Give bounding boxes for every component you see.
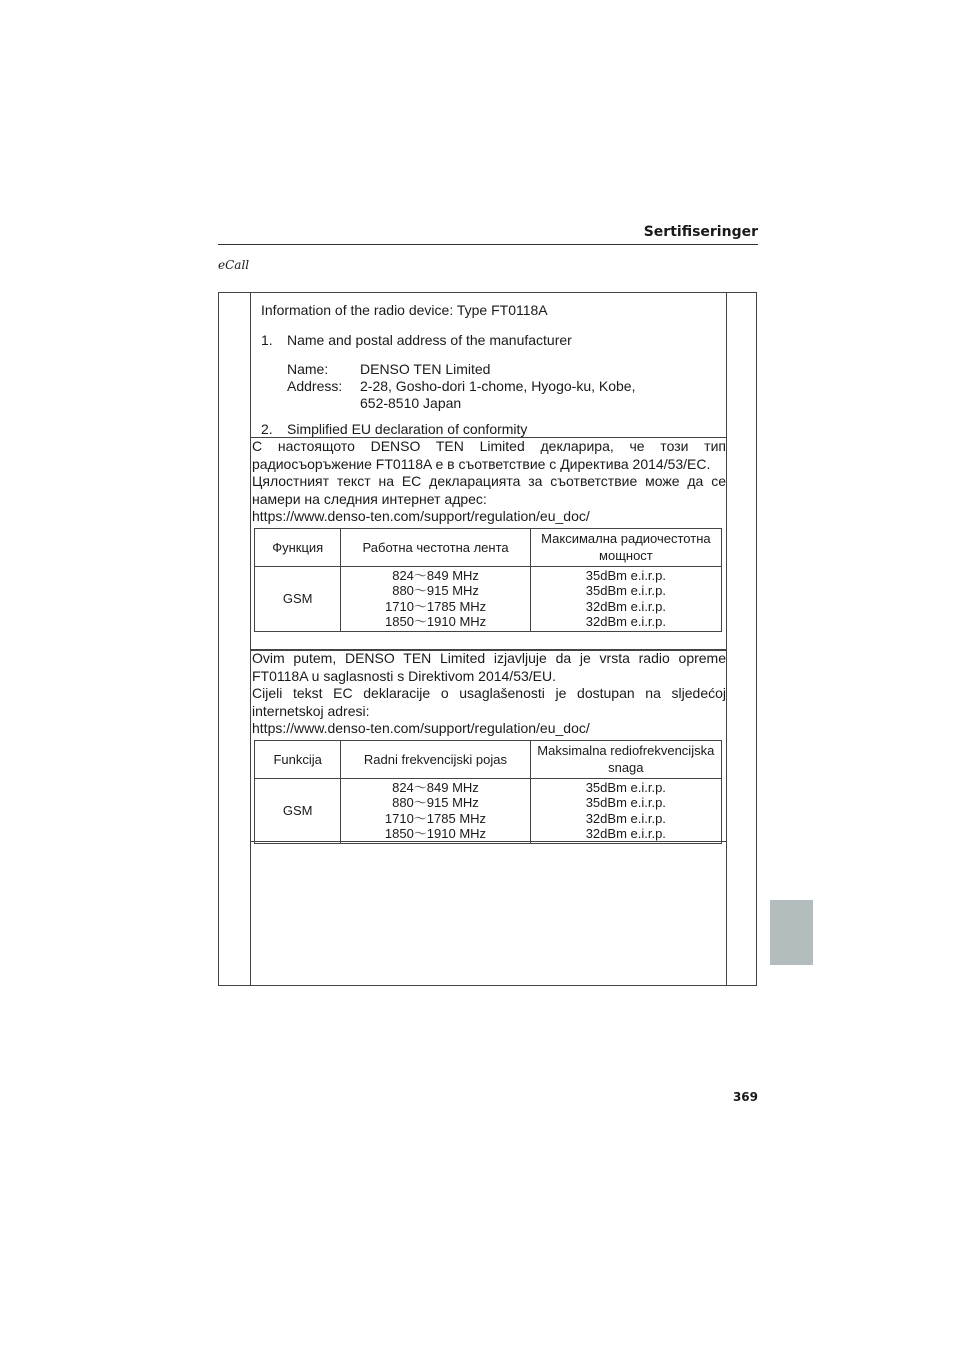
power-value: 32dBm e.i.r.p. [585,614,666,630]
band-value: 880～915 MHz [392,795,479,811]
address-label: Address: [287,378,343,394]
manufacturer-address-block [287,361,720,412]
function-cell: GSM [255,566,341,631]
declaration-paragraph: Цялостният текст на ЕС декларацията за съответствие може да се намери на следния интернет адрес: [252,473,726,507]
declaration-url[interactable]: https://www.denso-ten.com/support/regulation/eu_doc/ [252,720,590,737]
column-header: Максимална радиочестотна мощност [530,528,721,566]
certificate-content [250,293,727,985]
manufacturer-item [261,331,720,349]
table-row [255,778,722,843]
item-text: Name and postal address of the manufacturer [287,332,572,348]
declaration-item [261,420,720,438]
chapter-side-tab[interactable] [770,900,813,965]
page-number: 369 [732,1090,758,1104]
band-value: 1710～1785 MHz [384,810,487,826]
band-cell [341,778,530,843]
table-row [255,566,722,631]
power-value: 35dBm e.i.r.p. [585,583,666,599]
column-header: Radni frekvencijski pojas [341,740,530,778]
band-value: 1850～1910 MHz [385,614,487,630]
item-number: 2. [261,421,273,437]
column-header: Maksimalna rediofrekvencijska snaga [530,740,721,778]
section-label: eCall [218,258,250,272]
band-value: 880～915 MHz [392,583,479,599]
band-value: 1850～1910 MHz [384,826,487,842]
item-text: Simplified EU declaration of conformity [287,421,528,437]
band-cell [341,566,530,631]
band-value: 824～849 MHz [392,567,479,583]
power-value: 32dBm e.i.r.p. [585,598,666,614]
declaration-url[interactable]: https://www.denso-ten.com/support/regulation/eu_doc/ [252,508,590,525]
bulgarian-declaration [251,437,727,651]
name-label: Name: [287,361,329,377]
frequency-table [254,740,722,844]
power-value: 32dBm e.i.r.p. [585,826,666,842]
croatian-declaration [251,649,727,842]
column-header: Функция [255,528,341,566]
power-value: 35dBm e.i.r.p. [585,779,666,795]
item-number: 1. [261,332,273,348]
band-value: 1710～1785 MHz [385,598,487,614]
declaration-paragraph: С настоящото DENSO TEN Limited декларира, че този тип радиосъоръжение FT0118A е в съответствие с Директива 2014/53/ЕС. [252,438,726,472]
name-value: DENSO TEN Limited [360,361,491,377]
address-line-1: 2-28, Gosho-dori 1-chome, Hyogo-ku, Kobe, [360,378,636,394]
page-header-title: Sertifiseringer [643,224,758,240]
radio-device-title: Information of the radio device: Type FT0118A [261,302,548,318]
column-header: Funkcija [255,740,341,778]
address-line-2: 652-8510 Japan [360,395,462,411]
power-cell [530,778,721,843]
column-header: Работна честотна лента [341,528,530,566]
frequency-table [254,528,722,632]
power-value: 35dBm e.i.r.p. [585,567,666,583]
certificate-frame [218,292,757,986]
power-cell [530,566,721,631]
function-cell: GSM [255,778,341,843]
power-value: 32dBm e.i.r.p. [585,810,666,826]
band-value: 824～849 MHz [392,779,479,795]
header-divider [218,244,758,245]
radio-device-info [261,301,720,450]
declaration-paragraph: Ovim putem, DENSO TEN Limited izjavljuje da je vrsta radio opreme FT0118A u saglasnosti s Direktivom 2014/53/EU. [252,650,726,684]
power-value: 35dBm e.i.r.p. [585,795,666,811]
declaration-paragraph: Cijeli tekst EC deklaracije o usaglašenosti je dostupan na sljedećoj internetskoj adresi: [252,685,726,719]
